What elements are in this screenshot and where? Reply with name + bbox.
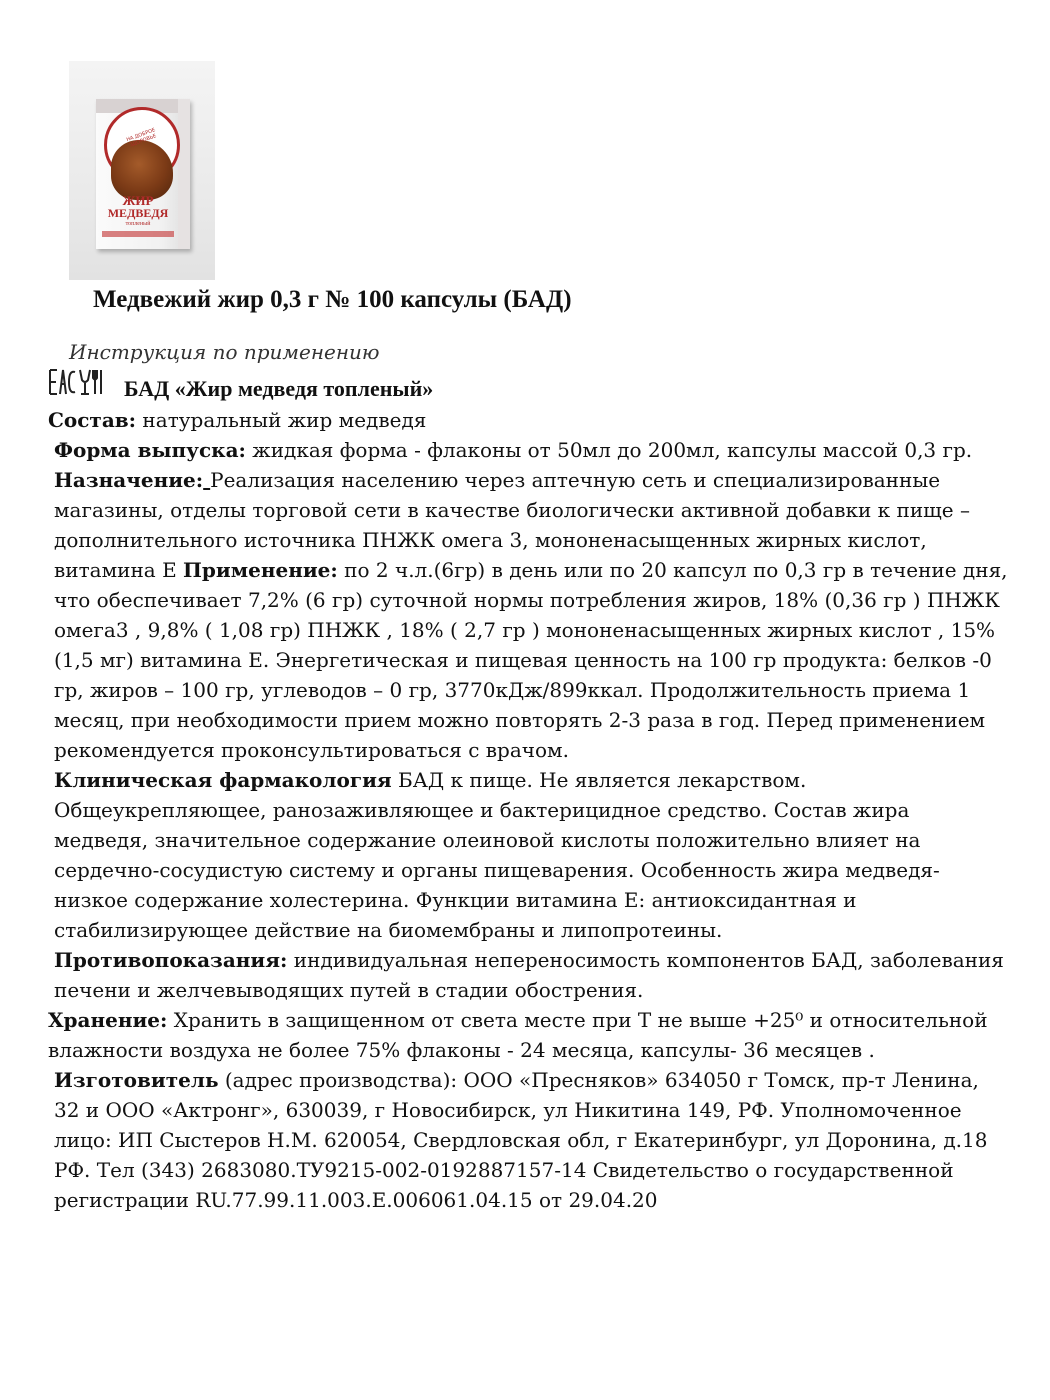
box-label — [98, 194, 178, 228]
usage-label: Применение: — [183, 558, 338, 582]
purpose-text: Реализация населению через аптечную сеть и специализированные магазины, отделы торговой сети в качестве биологически активной добавки к пище – дополнительного источника ПНЖК омега 3, мононенасыщенных жирных кислот, витамина Е — [54, 468, 970, 582]
composition-text: натуральный жир медведя — [136, 408, 427, 432]
product-box — [96, 99, 190, 249]
section-storage — [48, 1005, 1008, 1065]
manufacturer-label: Изготовитель — [54, 1068, 219, 1092]
contraindications-label: Противопоказания: — [54, 948, 288, 972]
section-form — [48, 435, 1008, 465]
section-composition — [48, 405, 1008, 435]
seal-emblem — [104, 107, 180, 183]
box-foot-stripe — [102, 231, 174, 237]
box-label-line2: МЕДВЕДЯ — [107, 206, 169, 220]
instruction-body — [48, 405, 1008, 1215]
purpose-label: Назначение: — [54, 468, 204, 492]
section-contraindications — [48, 945, 1008, 1005]
box-label-line1: ЖИР — [122, 193, 154, 208]
section-purpose — [48, 465, 1008, 765]
product-photo — [69, 61, 215, 280]
eac-fork-glass-icon — [48, 366, 104, 398]
pharmacology-text: БАД к пище. Не является лекарством. Общеукрепляющее, ранозаживляющее и бактерицидное средство. Состав жира медведя, значительное содержание олеиновой кислоты положительно влияет на сердечно-сосудистую систему и органы пищеварения. Особенность жира медведя- низкое содержание холестерина. Функции витамина Е: антиоксидантная и стабилизирующее действие на биомембраны и липопротеины. — [54, 768, 940, 942]
contraindications-text: индивидуальная непереносимость компонентов БАД, заболевания печени и желчевыводящих путей в стадии обострения. — [54, 948, 1004, 1002]
usage-text: по 2 ч.л.(6гр) в день или по 20 капсул по 0,3 гр в течение дня, что обеспечивает 7,2% (6 гр) суточной нормы потребления жиров, 18% (0,36 гр ) ПНЖК омега3 , 9,8% ( 1,08 гр) ПНЖК , 18% ( 2,7 гр ) мононенасыщенных жирных кислот , 15% (1,5 мг) витамина Е. Энергетическая и пищевая ценность на 100 гр продукта: белков -0 гр, жиров – 100 гр, углеводов – 0 гр, 3770кДж/899ккал. Продолжительность приема 1 месяц, при необходимости прием можно повторять 2-3 раза в год. Перед применением рекомендуется проконсультироваться с врачом. — [54, 558, 1008, 762]
manufacturer-text: (адрес производства): ООО «Пресняков» 634050 г Томск, пр-т Ленина, 32 и ООО «Актронг», 630039, г Новосибирск, ул Никитина 149, РФ. Уполномоченное лицо: ИП Сыстеров Н.М. 620054, Свердловская обл, г Екатеринбург, ул Доронина, д.18 РФ. Тел (343) 2683080.ТУ9215-002-0192887157-14 Свидетельство о государственной регистрации RU.77.99.11.003.Е.006061.04.15 от 29.04.20 — [54, 1068, 988, 1212]
page-title: Медвежий жир 0,3 г № 100 капсулы (БАД) — [93, 286, 572, 313]
storage-text: Хранить в защищенном от света месте при Т не выше +25⁰ и относительной влажности воздуха не более 75% флаконы - 24 месяца, капсулы- 36 месяцев . — [48, 1008, 988, 1062]
bad-title: БАД «Жир медведя топленый» — [124, 376, 434, 401]
pharmacology-label: Клиническая фармакология — [54, 768, 392, 792]
composition-label: Состав: — [48, 408, 137, 432]
form-label: Форма выпуска: — [54, 438, 246, 462]
section-manufacturer — [48, 1065, 1008, 1215]
box-side — [178, 99, 190, 249]
seal-text: НА ДОБРОЕ ЗДОРОВЬЕ — [125, 127, 158, 149]
storage-label: Хранение: — [48, 1008, 168, 1032]
section-pharmacology — [48, 765, 1008, 945]
box-label-line3: топленый — [125, 221, 151, 227]
instruction-subtitle: Инструкция по применению — [69, 340, 380, 364]
form-text: жидкая форма - флаконы от 50мл до 200мл, капсулы массой 0,3 гр. — [245, 438, 973, 462]
